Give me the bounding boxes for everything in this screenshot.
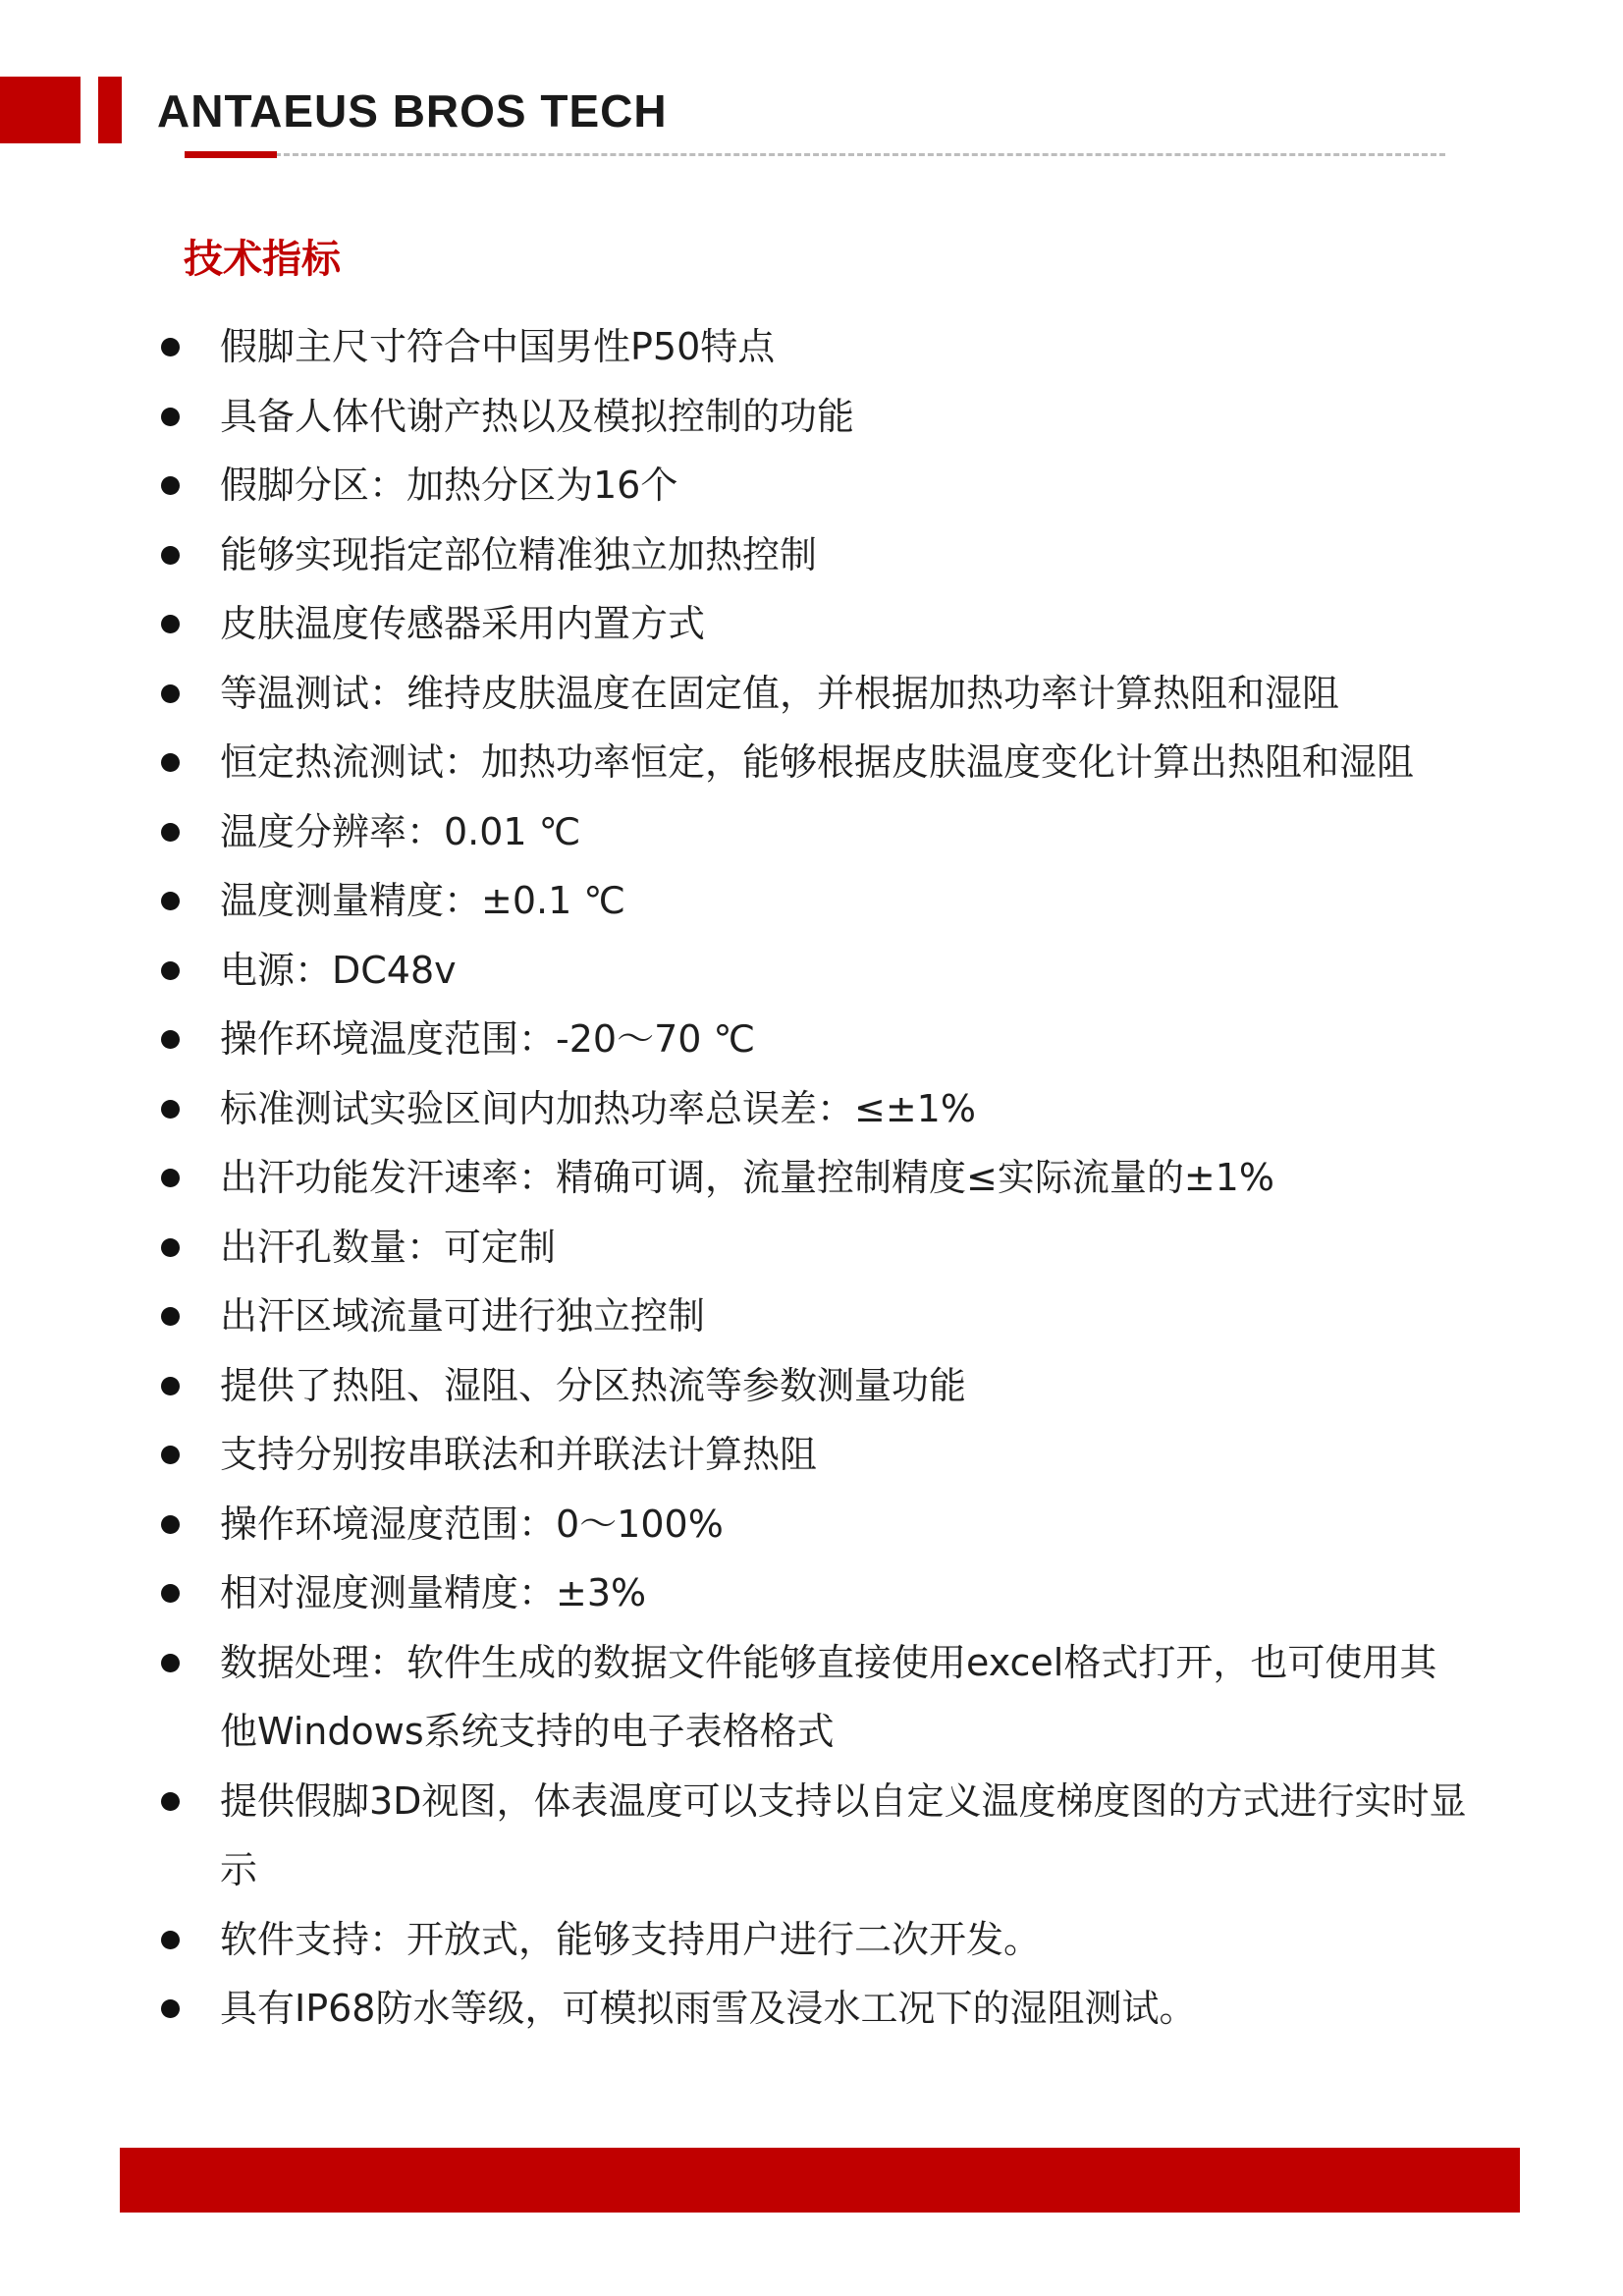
spec-item xyxy=(157,589,1473,659)
spec-text: 皮肤温度传感器采用内置方式 xyxy=(220,602,706,645)
spec-item xyxy=(157,1143,1473,1213)
brand-red-block xyxy=(0,77,81,143)
spec-text: 提供了热阻、湿阻、分区热流等参数测量功能 xyxy=(220,1363,967,1407)
spec-item xyxy=(157,1905,1473,1975)
spec-item xyxy=(157,797,1473,867)
bullet-icon xyxy=(161,684,180,703)
footer-red-bar xyxy=(120,2148,1520,2213)
company-name: ANTAEUS BROS TECH xyxy=(157,85,668,137)
bullet-icon xyxy=(161,615,180,633)
spec-text: 能够实现指定部位精准独立加热控制 xyxy=(220,532,818,576)
bullet-icon xyxy=(161,1515,180,1534)
spec-text: 操作环境温度范围：-20～70 ℃ xyxy=(220,1017,756,1061)
spec-item xyxy=(157,382,1473,452)
spec-text: 假脚主尺寸符合中国男性P50特点 xyxy=(220,325,776,368)
bullet-icon xyxy=(161,1654,180,1672)
header-accent-bar xyxy=(185,151,277,158)
bullet-icon xyxy=(161,1792,180,1811)
bullet-icon xyxy=(161,1307,180,1326)
bullet-icon xyxy=(161,546,180,565)
spec-text: 出汗孔数量：可定制 xyxy=(220,1225,557,1269)
spec-item xyxy=(157,520,1473,590)
spec-text: 支持分别按串联法和并联法计算热阻 xyxy=(220,1433,818,1476)
brand-red-bar xyxy=(98,77,122,143)
spec-text: 操作环境湿度范围：0～100% xyxy=(220,1502,724,1546)
header-divider xyxy=(275,153,1445,156)
spec-text: 出汗区域流量可进行独立控制 xyxy=(220,1294,706,1338)
bullet-icon xyxy=(161,823,180,842)
spec-item xyxy=(157,1558,1473,1628)
spec-item xyxy=(157,1628,1473,1767)
bullet-icon xyxy=(161,1030,180,1049)
spec-text: 恒定热流测试：加热功率恒定，能够根据皮肤温度变化计算出热阻和湿阻 xyxy=(220,740,1415,784)
spec-text: 温度测量精度：±0.1 ℃ xyxy=(220,879,626,922)
spec-item xyxy=(157,1351,1473,1421)
section-title: 技术指标 xyxy=(184,237,341,282)
spec-item xyxy=(157,659,1473,729)
bullet-icon xyxy=(161,1377,180,1395)
bullet-icon xyxy=(161,1584,180,1603)
bullet-icon xyxy=(161,961,180,980)
spec-item xyxy=(157,1282,1473,1351)
spec-item xyxy=(157,451,1473,520)
bullet-icon xyxy=(161,1100,180,1119)
spec-item xyxy=(157,936,1473,1006)
spec-text: 等温测试：维持皮肤温度在固定值，并根据加热功率计算热阻和湿阻 xyxy=(220,671,1340,715)
spec-text: 具备人体代谢产热以及模拟控制的功能 xyxy=(220,394,855,438)
spec-text: 标准测试实验区间内加热功率总误差：≤±1% xyxy=(220,1086,976,1130)
spec-text: 电源：DC48v xyxy=(220,948,457,992)
bullet-icon xyxy=(161,1238,180,1257)
bullet-icon xyxy=(161,1446,180,1464)
spec-text: 提供假脚3D视图，体表温度可以支持以自定义温度梯度图的方式进行实时显示 xyxy=(220,1778,1467,1891)
spec-item xyxy=(157,1490,1473,1559)
spec-item xyxy=(157,1074,1473,1144)
spec-item xyxy=(157,1974,1473,2044)
spec-item xyxy=(157,1767,1473,1905)
bullet-icon xyxy=(161,892,180,910)
spec-item xyxy=(157,1005,1473,1074)
bullet-icon xyxy=(161,476,180,495)
spec-text: 数据处理：软件生成的数据文件能够直接使用excel格式打开，也可使用其他Windows系统支持的电子表格格式 xyxy=(220,1640,1437,1753)
spec-text: 软件支持：开放式，能够支持用户进行二次开发。 xyxy=(220,1917,1042,1961)
spec-text: 相对湿度测量精度：±3% xyxy=(220,1571,647,1614)
spec-text: 假脚分区：加热分区为16个 xyxy=(220,464,678,507)
spec-text: 具有IP68防水等级，可模拟雨雪及浸水工况下的湿阻测试。 xyxy=(220,1987,1197,2030)
spec-item xyxy=(157,866,1473,936)
spec-item xyxy=(157,1213,1473,1283)
bullet-icon xyxy=(161,408,180,426)
bullet-icon xyxy=(161,1169,180,1187)
spec-item xyxy=(157,1420,1473,1490)
bullet-icon xyxy=(161,1999,180,2018)
spec-list xyxy=(157,312,1473,2044)
spec-text: 温度分辨率：0.01 ℃ xyxy=(220,809,581,853)
spec-item xyxy=(157,728,1473,797)
bullet-icon xyxy=(161,753,180,772)
bullet-icon xyxy=(161,338,180,356)
bullet-icon xyxy=(161,1931,180,1949)
spec-text: 出汗功能发汗速率：精确可调，流量控制精度≤实际流量的±1% xyxy=(220,1156,1274,1199)
spec-item xyxy=(157,312,1473,382)
